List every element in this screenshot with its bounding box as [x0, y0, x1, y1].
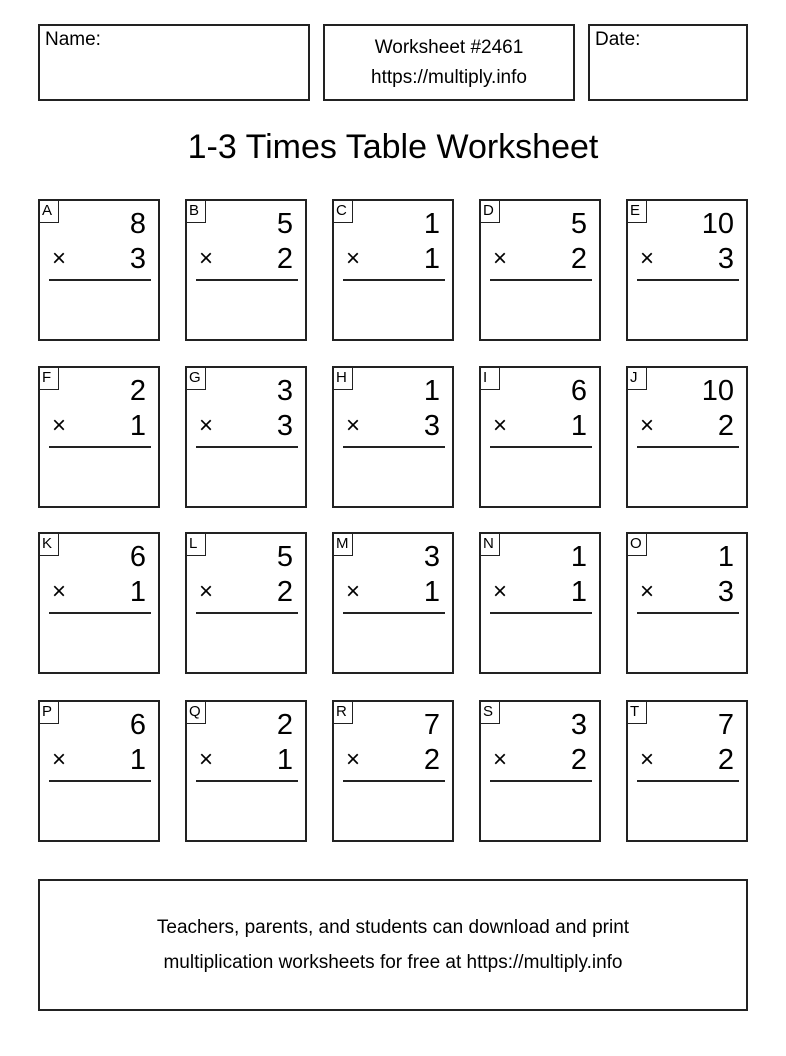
times-sign: ×: [640, 746, 655, 773]
problem-letter: C: [334, 201, 353, 223]
problem-letter: H: [334, 368, 353, 390]
multiplicand: 3: [570, 709, 587, 741]
multiplier: 2: [276, 576, 293, 608]
problem-card: [332, 532, 454, 674]
multiplicand: 5: [276, 541, 293, 573]
times-sign: ×: [346, 746, 361, 773]
answer-line: [49, 446, 151, 448]
problem-letter: R: [334, 702, 353, 724]
problem-card: [332, 700, 454, 842]
problem-letter: S: [481, 702, 500, 724]
times-sign: ×: [493, 412, 508, 439]
times-sign: ×: [346, 578, 361, 605]
problem-card: [332, 366, 454, 508]
answer-line: [637, 279, 739, 281]
problem-letter: T: [628, 702, 647, 724]
answer-line: [637, 446, 739, 448]
answer-line: [196, 612, 298, 614]
answer-line: [49, 780, 151, 782]
problem-card: [479, 199, 601, 341]
multiplier: 1: [129, 744, 146, 776]
problem-card: [38, 199, 160, 341]
page-title: 1-3 Times Table Worksheet: [187, 128, 599, 166]
times-sign: ×: [199, 578, 214, 605]
times-sign: ×: [199, 412, 214, 439]
multiplier: 1: [129, 576, 146, 608]
times-sign: ×: [346, 412, 361, 439]
multiplicand: 1: [423, 375, 440, 407]
problem-letter: N: [481, 534, 500, 556]
problem-letter: P: [40, 702, 59, 724]
multiplier: 2: [570, 744, 587, 776]
times-sign: ×: [199, 245, 214, 272]
times-sign: ×: [640, 578, 655, 605]
multiplier: 2: [276, 243, 293, 275]
times-sign: ×: [199, 746, 214, 773]
problem-letter: A: [40, 201, 59, 223]
multiplicand: 2: [129, 375, 146, 407]
multiplicand: 6: [570, 375, 587, 407]
problem-letter: I: [481, 368, 500, 390]
times-sign: ×: [52, 746, 67, 773]
multiplicand: 6: [129, 541, 146, 573]
problem-letter: B: [187, 201, 206, 223]
multiplicand: 1: [570, 541, 587, 573]
multiplier: 3: [423, 410, 440, 442]
answer-line: [196, 780, 298, 782]
times-sign: ×: [493, 746, 508, 773]
multiplicand: 7: [423, 709, 440, 741]
multiplicand: 10: [701, 375, 734, 407]
answer-line: [49, 612, 151, 614]
name-label: Name:: [45, 29, 101, 50]
multiplier: 2: [423, 744, 440, 776]
problem-card: [479, 700, 601, 842]
date-label: Date:: [595, 29, 641, 50]
multiplicand: 8: [129, 208, 146, 240]
multiplier: 1: [129, 410, 146, 442]
multiplier: 2: [717, 744, 734, 776]
worksheet-number: Worksheet #2461: [374, 36, 524, 58]
problem-card: [626, 532, 748, 674]
multiplicand: 7: [717, 709, 734, 741]
multiplier: 3: [717, 576, 734, 608]
times-sign: ×: [52, 245, 67, 272]
answer-line: [196, 446, 298, 448]
multiplicand: 10: [701, 208, 734, 240]
times-sign: ×: [640, 412, 655, 439]
problem-letter: G: [187, 368, 206, 390]
answer-line: [490, 612, 592, 614]
multiplier: 2: [570, 243, 587, 275]
footer-line-2: multiplication worksheets for free at https://multiply.info: [163, 952, 623, 973]
name-box: [38, 24, 310, 101]
multiplier: 3: [129, 243, 146, 275]
problem-card: [185, 700, 307, 842]
multiplicand: 6: [129, 709, 146, 741]
multiplier: 3: [717, 243, 734, 275]
problem-card: [626, 700, 748, 842]
multiplicand: 3: [276, 375, 293, 407]
problem-card: [185, 366, 307, 508]
multiplier: 1: [276, 744, 293, 776]
worksheet-info-box: [323, 24, 575, 101]
problem-letter: F: [40, 368, 59, 390]
answer-line: [343, 612, 445, 614]
multiplier: 1: [423, 576, 440, 608]
problem-card: [38, 532, 160, 674]
problem-card: [185, 199, 307, 341]
worksheet-url: https://multiply.info: [371, 66, 527, 88]
multiplier: 1: [570, 576, 587, 608]
problem-letter: L: [187, 534, 206, 556]
multiplicand: 3: [423, 541, 440, 573]
multiplier: 3: [276, 410, 293, 442]
problem-card: [332, 199, 454, 341]
times-sign: ×: [493, 578, 508, 605]
footer-box: [38, 879, 748, 1011]
multiplier: 1: [570, 410, 587, 442]
problem-letter: D: [481, 201, 500, 223]
date-box: [588, 24, 748, 101]
problem-letter: O: [628, 534, 647, 556]
problem-card: [38, 366, 160, 508]
problem-letter: J: [628, 368, 647, 390]
problem-card: [38, 700, 160, 842]
multiplicand: 5: [276, 208, 293, 240]
multiplicand: 2: [276, 709, 293, 741]
problem-card: [626, 366, 748, 508]
answer-line: [490, 279, 592, 281]
answer-line: [343, 446, 445, 448]
problem-card: [185, 532, 307, 674]
multiplier: 1: [423, 243, 440, 275]
multiplier: 2: [717, 410, 734, 442]
times-sign: ×: [52, 412, 67, 439]
answer-line: [49, 279, 151, 281]
problem-card: [479, 366, 601, 508]
problem-letter: M: [334, 534, 353, 556]
times-sign: ×: [640, 245, 655, 272]
problem-card: [479, 532, 601, 674]
multiplicand: 1: [423, 208, 440, 240]
answer-line: [196, 279, 298, 281]
answer-line: [490, 446, 592, 448]
answer-line: [343, 780, 445, 782]
problem-card: [626, 199, 748, 341]
times-sign: ×: [346, 245, 361, 272]
footer-line-1: Teachers, parents, and students can download and print: [156, 917, 630, 938]
answer-line: [490, 780, 592, 782]
multiplicand: 1: [717, 541, 734, 573]
answer-line: [637, 780, 739, 782]
answer-line: [637, 612, 739, 614]
answer-line: [343, 279, 445, 281]
times-sign: ×: [52, 578, 67, 605]
multiplicand: 5: [570, 208, 587, 240]
times-sign: ×: [493, 245, 508, 272]
problem-letter: E: [628, 201, 647, 223]
problem-letter: Q: [187, 702, 206, 724]
problem-letter: K: [40, 534, 59, 556]
